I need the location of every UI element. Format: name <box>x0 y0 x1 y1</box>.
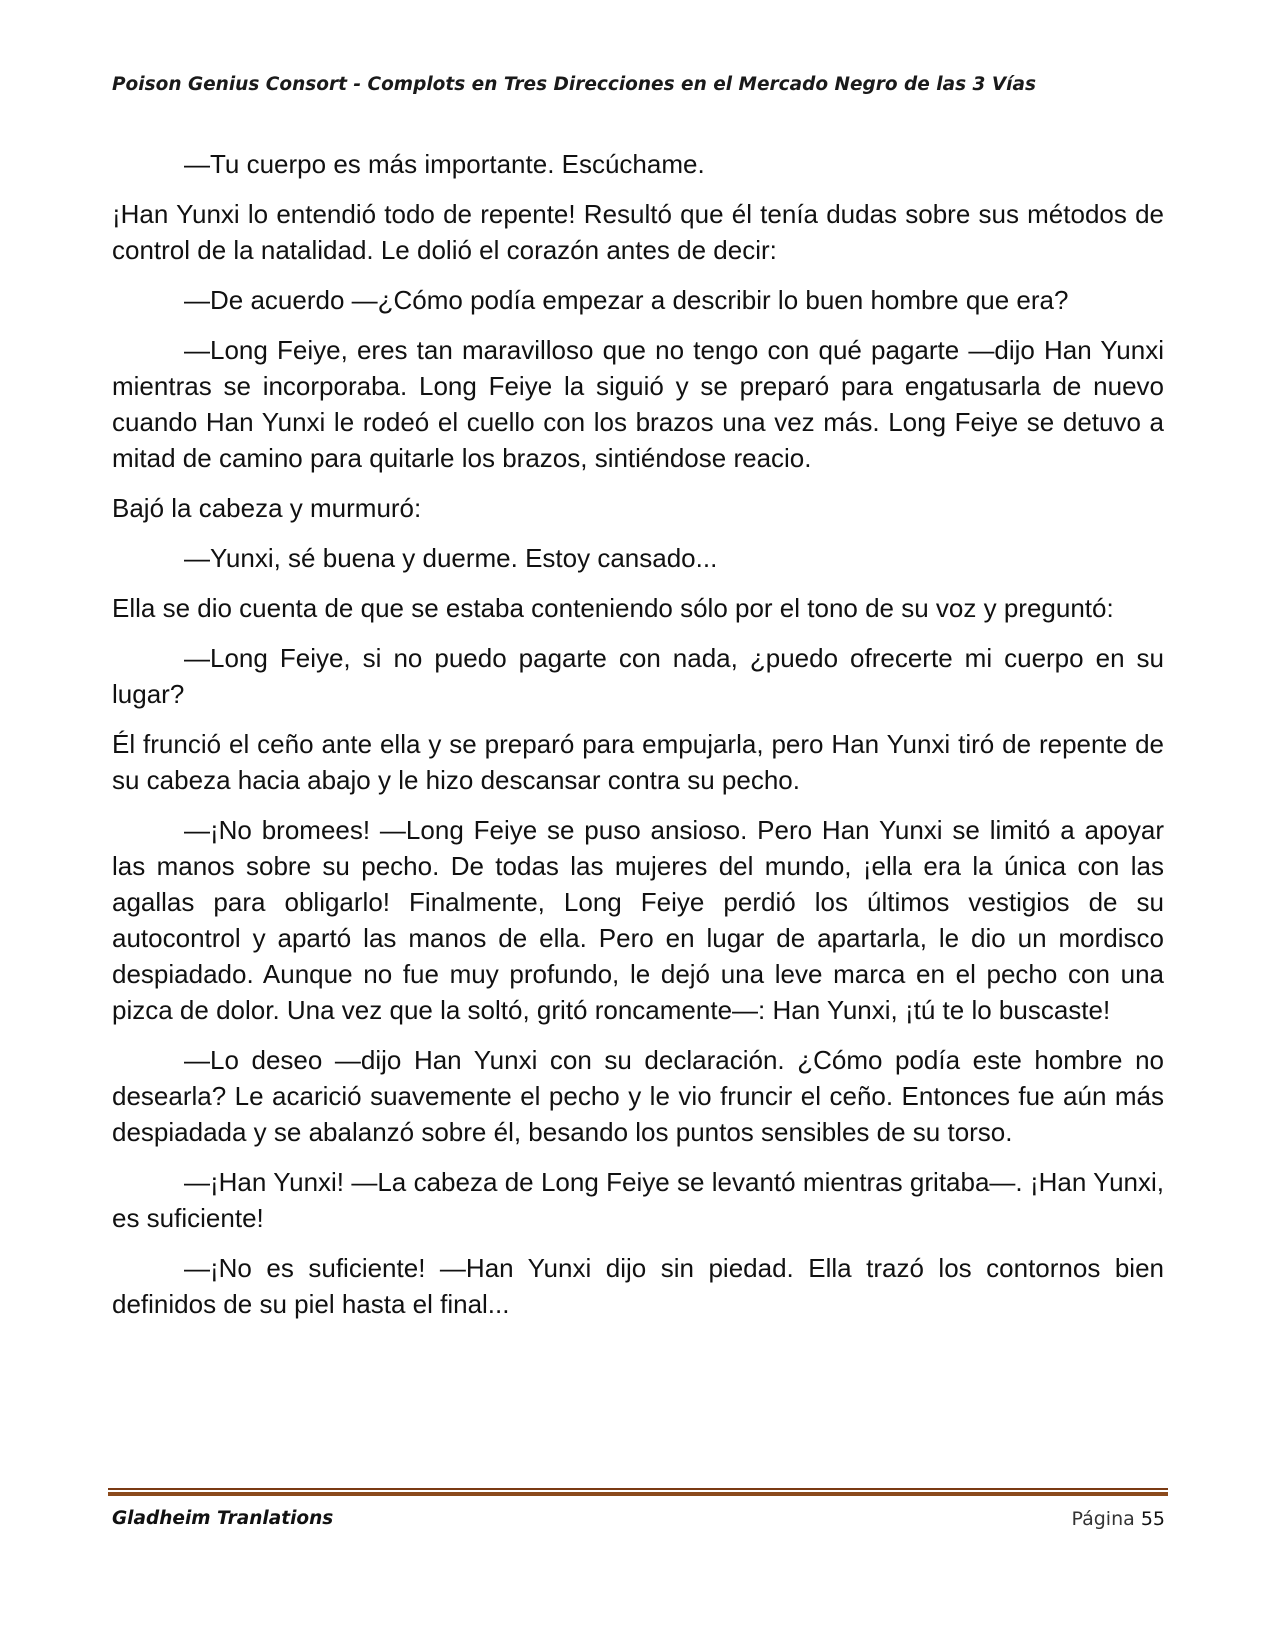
paragraph: —¡No es suficiente! —Han Yunxi dijo sin piedad. Ella trazó los contornos bien definidos de su piel hasta el final... <box>112 1253 1164 1319</box>
footer-divider-thin <box>108 1488 1168 1490</box>
paragraph: —Long Feiye, eres tan maravilloso que no tengo con qué pagarte —dijo Han Yunxi mientras se incorporaba. Long Feiye la siguió y se preparó para engatusarla de nuevo cuando Han Yunxi le rodeó el cuello con los brazos una vez más. Long Feiye se detuvo a mitad de camino para quitarle los brazos, sintiéndose reacio. <box>112 335 1164 473</box>
paragraph: —¡No bromees! —Long Feiye se puso ansioso. Pero Han Yunxi se limitó a apoyar las manos sobre su pecho. De todas las mujeres del mundo, ¡ella era la única con las agallas para obligarlo! Finalmente, Long Feiye perdió los últimos vestigios de su autocontrol y apartó las manos de ella. Pero en lugar de apartarla, le dio un mordisco despiadado. Aunque no fue muy profundo, le dejó una leve marca en el pecho con una pizca de dolor. Una vez que la soltó, gritó roncamente—: Han Yunxi, ¡tú te lo buscaste! <box>112 815 1164 1025</box>
page-number-block <box>1071 1508 1165 1530</box>
paragraph: Bajó la cabeza y murmuró: <box>112 493 422 523</box>
paragraph: —De acuerdo —¿Cómo podía empezar a describir lo buen hombre que era? <box>184 285 1069 315</box>
page-number: 55 <box>1140 1508 1165 1530</box>
page-label: Página <box>1071 1508 1135 1530</box>
paragraph: —Yunxi, sé buena y duerme. Estoy cansado... <box>184 543 718 573</box>
footer-divider <box>108 1488 1168 1497</box>
paragraph: Ella se dio cuenta de que se estaba conteniendo sólo por el tono de su voz y preguntó: <box>112 593 1114 623</box>
paragraph: Él frunció el ceño ante ella y se preparó para empujarla, pero Han Yunxi tiró de repente de su cabeza hacia abajo y le hizo descansar contra su pecho. <box>112 729 1164 795</box>
body-text <box>112 146 1164 1336</box>
paragraph: —Long Feiye, si no puedo pagarte con nada, ¿puedo ofrecerte mi cuerpo en su lugar? <box>112 643 1164 709</box>
paragraph: —¡Han Yunxi! —La cabeza de Long Feiye se levantó mientras gritaba—. ¡Han Yunxi, es suficiente! <box>112 1167 1164 1233</box>
paragraph: —Lo deseo —dijo Han Yunxi con su declaración. ¿Cómo podía este hombre no desearla? Le acarició suavemente el pecho y le vio fruncir el ceño. Entonces fue aún más despiadada y se abalanzó sobre él, besando los puntos sensibles de su torso. <box>112 1045 1164 1147</box>
paragraph: —Tu cuerpo es más importante. Escúchame. <box>184 149 705 179</box>
footer-divider-thick <box>108 1492 1168 1496</box>
paragraph: ¡Han Yunxi lo entendió todo de repente! Resultó que él tenía dudas sobre sus métodos de control de la natalidad. Le dolió el corazón antes de decir: <box>112 199 1164 265</box>
page-header: Poison Genius Consort - Complots en Tres Direcciones en el Mercado Negro de las 3 Vías <box>112 74 1036 95</box>
translator-credit: Gladheim Tranlations <box>112 1508 334 1529</box>
